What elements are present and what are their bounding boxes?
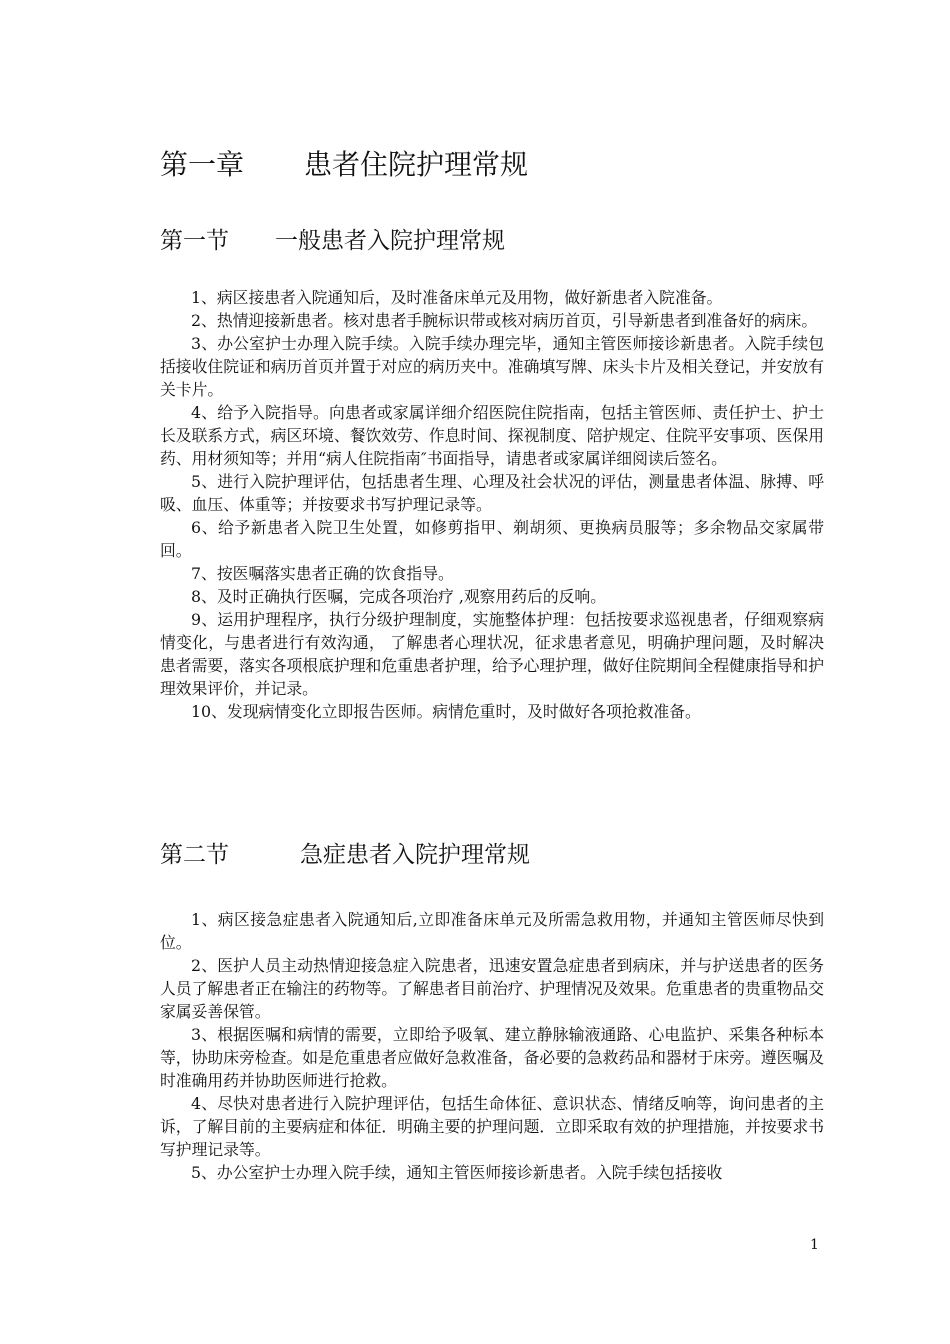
section-1-body: [160, 286, 824, 723]
paragraph: 1、病区接患者入院通知后，及时准备床单元及用物，做好新患者入院准备。: [191, 288, 723, 307]
section-title: 一般患者入院护理常规: [275, 228, 505, 254]
page-number: 1: [810, 1237, 819, 1253]
section-number: 第一节: [160, 228, 229, 254]
chapter-number: 第一章: [160, 148, 245, 181]
section-heading-1: [160, 226, 505, 256]
paragraph: 4、给予入院指导。向患者或家属详细介绍医院住院指南，包括主管医师、责任护士、护士长及联系方式，病区环境、餐饮效劳、作息时间、探视制度、陪护规定、住院平安事项、医保用药、用材须知等；并用“病人住院指南″书面指导，请患者或家属详细阅读后签名。: [160, 403, 824, 468]
paragraph: 7、按医嘱落实患者正确的饮食指导。: [191, 564, 454, 583]
paragraph: 2、医护人员主动热情迎接急症入院患者，迅速安置急症患者到病床，并与护送患者的医务人员了解患者正在输注的药物等。了解患者目前治疗、护理情况及效果。危重患者的贵重物品交家属妥善保管。: [160, 956, 824, 1021]
chapter-title: 患者住院护理常规: [304, 148, 529, 181]
paragraph: 8、及时正确执行医嘱，完成各项治疗 ,观察用药后的反响。: [191, 587, 607, 606]
chapter-heading: [160, 147, 528, 183]
paragraph: 3、办公室护士办理入院手续。入院手续办理完毕，通知主管医师接诊新患者。入院手续包括接收住院证和病历首页并置于对应的病历夹中。准确填写牌、床头卡片及相关登记，并安放有关卡片。: [160, 334, 824, 399]
section-heading-2: [160, 840, 530, 870]
section-title: 急症患者入院护理常规: [300, 842, 530, 868]
paragraph: 6、给予新患者入院卫生处置，如修剪指甲、剃胡须、更换病员服等；多余物品交家属带回。: [160, 518, 824, 560]
paragraph: 2、热情迎接新患者。核对患者手腕标识带或核对病历首页，引导新患者到准备好的病床。: [191, 311, 818, 330]
paragraph: 9、运用护理程序，执行分级护理制度，实施整体护理：包括按要求巡视患者，仔细观察病情变化，与患者进行有效沟通， 了解患者心理状况，征求患者意见，明确护理问题，及时解决患者需要，落实各项根底护理和危重患者护理，给予心理护理，做好住院期间全程健康指导和护理效果评价，并记录。: [160, 610, 824, 698]
paragraph: 5、办公室护士办理入院手续，通知主管医师接诊新患者。入院手续包括接收: [191, 1163, 723, 1182]
section-number: 第二节: [160, 842, 229, 868]
paragraph: 10、发现病情变化立即报告医师。病情危重时，及时做好各项抢救准备。: [191, 702, 701, 721]
paragraph: 1、病区接急症患者入院通知后,立即准备床单元及所需急救用物，并通知主管医师尽快到位。: [160, 910, 824, 952]
paragraph: 4、尽快对患者进行入院护理评估，包括生命体征、意识状态、情绪反响等，询问患者的主诉，了解目前的主要病症和体征．明确主要的护理问题．立即采取有效的护理措施，并按要求书写护理记录等。: [160, 1094, 824, 1159]
section-2-body: [160, 908, 824, 1184]
paragraph: 3、根据医嘱和病情的需要，立即给予吸氧、建立静脉输液通路、心电监护、采集各种标本等，协助床旁检查。如是危重患者应做好急救准备，备必要的急救药品和器材于床旁。遵医嘱及时准确用药并协助医师进行抢救。: [160, 1025, 824, 1090]
paragraph: 5、进行入院护理评估，包括患者生理、心理及社会状况的评估，测量患者体温、脉搏、呼吸、血压、体重等；并按要求书写护理记录等。: [160, 472, 824, 514]
